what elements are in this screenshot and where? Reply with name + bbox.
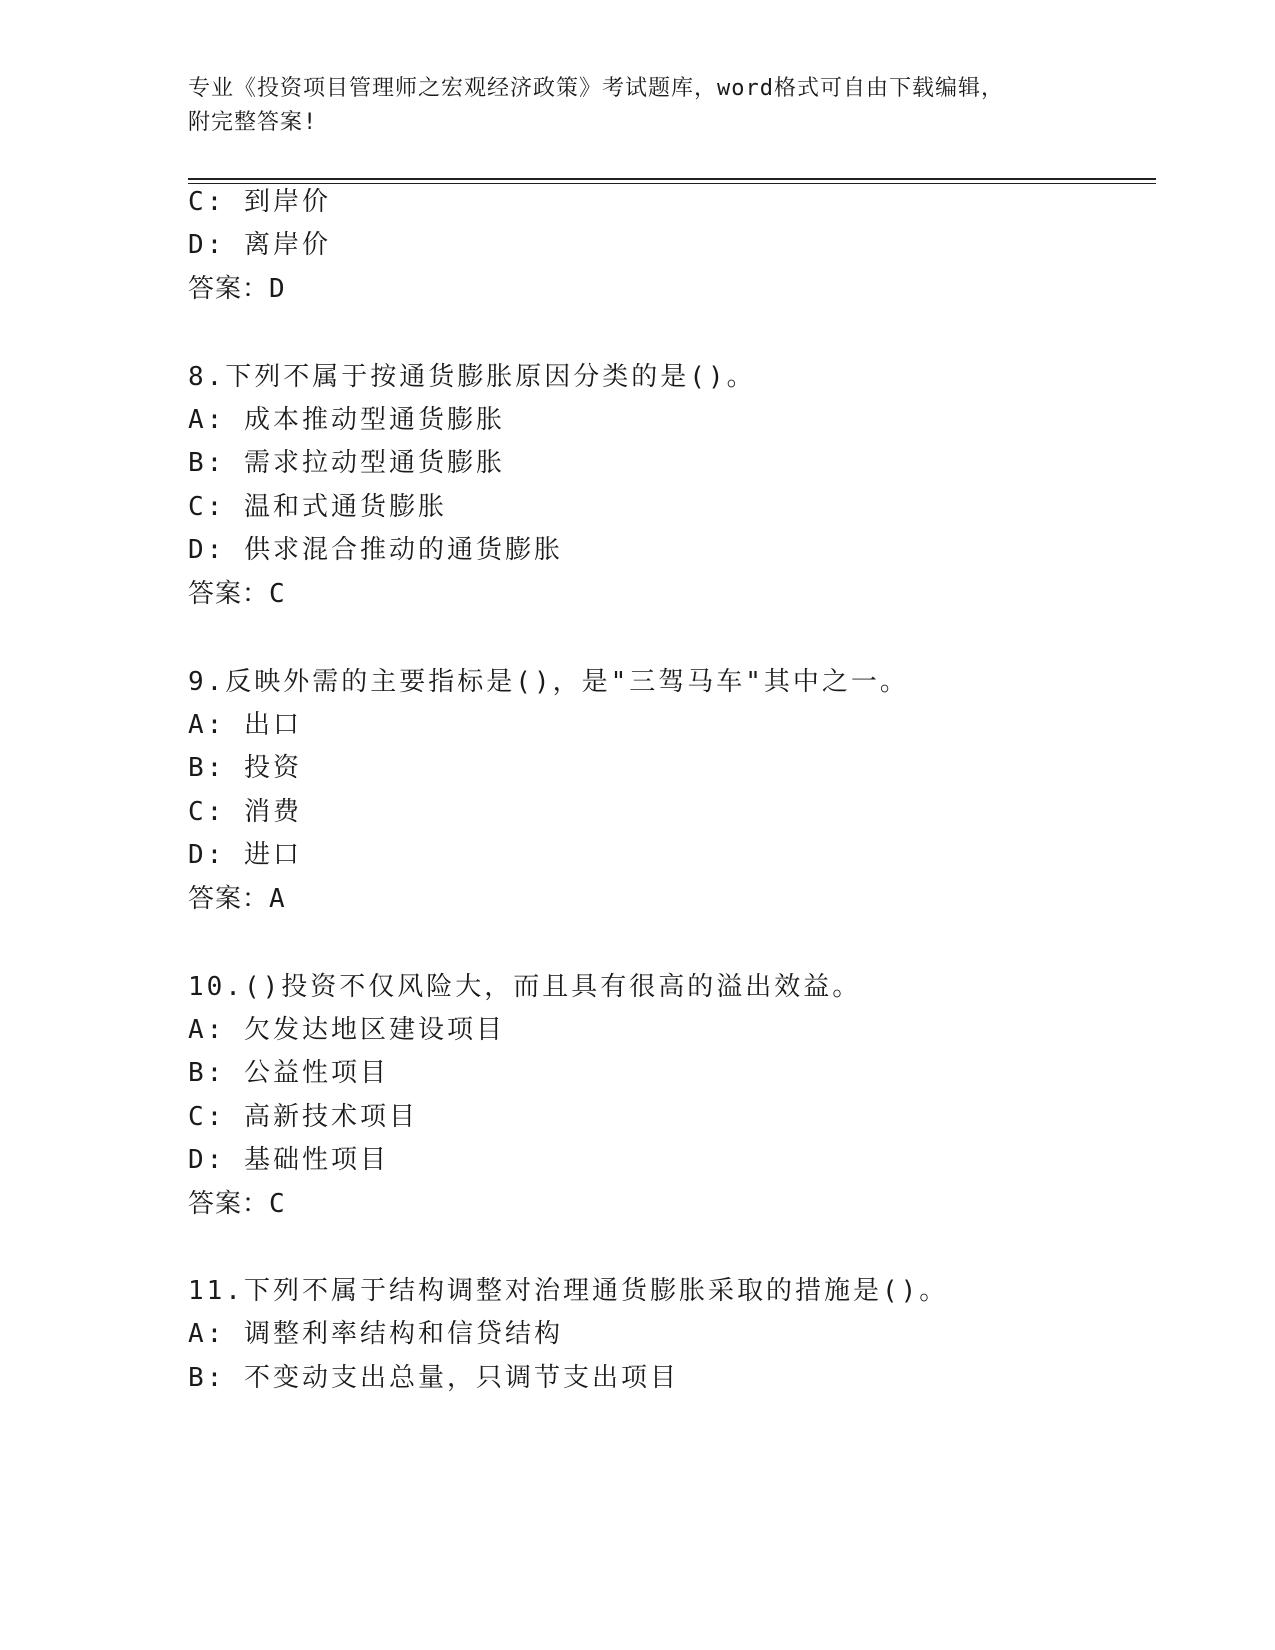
answer-label: 答案： [188,579,270,609]
question-10-option-a: A: 欠发达地区建设项目 [188,1015,505,1045]
question-8-option-b: B: 需求拉动型通货膨胀 [188,448,505,478]
question-9-option-a: A: 出口 [188,710,302,740]
question-10-option-d: D: 基础性项目 [188,1145,389,1175]
header-line-1: 专业《投资项目管理师之宏观经济政策》考试题库，word格式可自由下载编辑， [188,76,1004,101]
document-header [188,72,1088,140]
header-line-2: 附完整答案! [188,110,318,135]
question-11-option-b: B: 不变动支出总量，只调节支出项目 [188,1363,679,1393]
question-9: 9.反映外需的主要指标是()，是"三驾马车"其中之一。 [188,667,909,697]
question-11: 11.下列不属于结构调整对治理通货膨胀采取的措施是()。 [188,1276,949,1306]
question-8: 8.下列不属于按通货膨胀原因分类的是()。 [188,362,756,392]
answer-line [188,272,286,306]
question-8-option-a: A: 成本推动型通货膨胀 [188,405,505,435]
header-divider [188,178,1156,184]
question-11-option-a: A: 调整利率结构和信贷结构 [188,1319,563,1349]
answer-label: 答案： [188,274,270,304]
answer-label: 答案： [188,1189,270,1219]
question-9-option-c: C: 消费 [188,797,302,827]
question-10-option-b: B: 公益性项目 [188,1058,389,1088]
question-8-option-c: C: 温和式通货膨胀 [188,492,447,522]
question-9-option-b: B: 投资 [188,753,302,783]
answer-value: D [269,274,286,304]
question-10-answer [188,1187,286,1221]
question-8-answer [188,577,286,611]
question-10-option-c: C: 高新技术项目 [188,1102,418,1132]
answer-value: C [269,579,286,609]
answer-label: 答案： [188,884,270,914]
question-10: 10.()投资不仅风险大，而且具有很高的溢出效益。 [188,972,862,1002]
option-c: C: 到岸价 [188,187,331,217]
question-9-answer [188,882,286,916]
option-d: D: 离岸价 [188,230,331,260]
answer-value: A [269,884,286,914]
question-9-option-d: D: 进口 [188,840,302,870]
question-8-option-d: D: 供求混合推动的通货膨胀 [188,535,563,565]
answer-value: C [269,1189,286,1219]
